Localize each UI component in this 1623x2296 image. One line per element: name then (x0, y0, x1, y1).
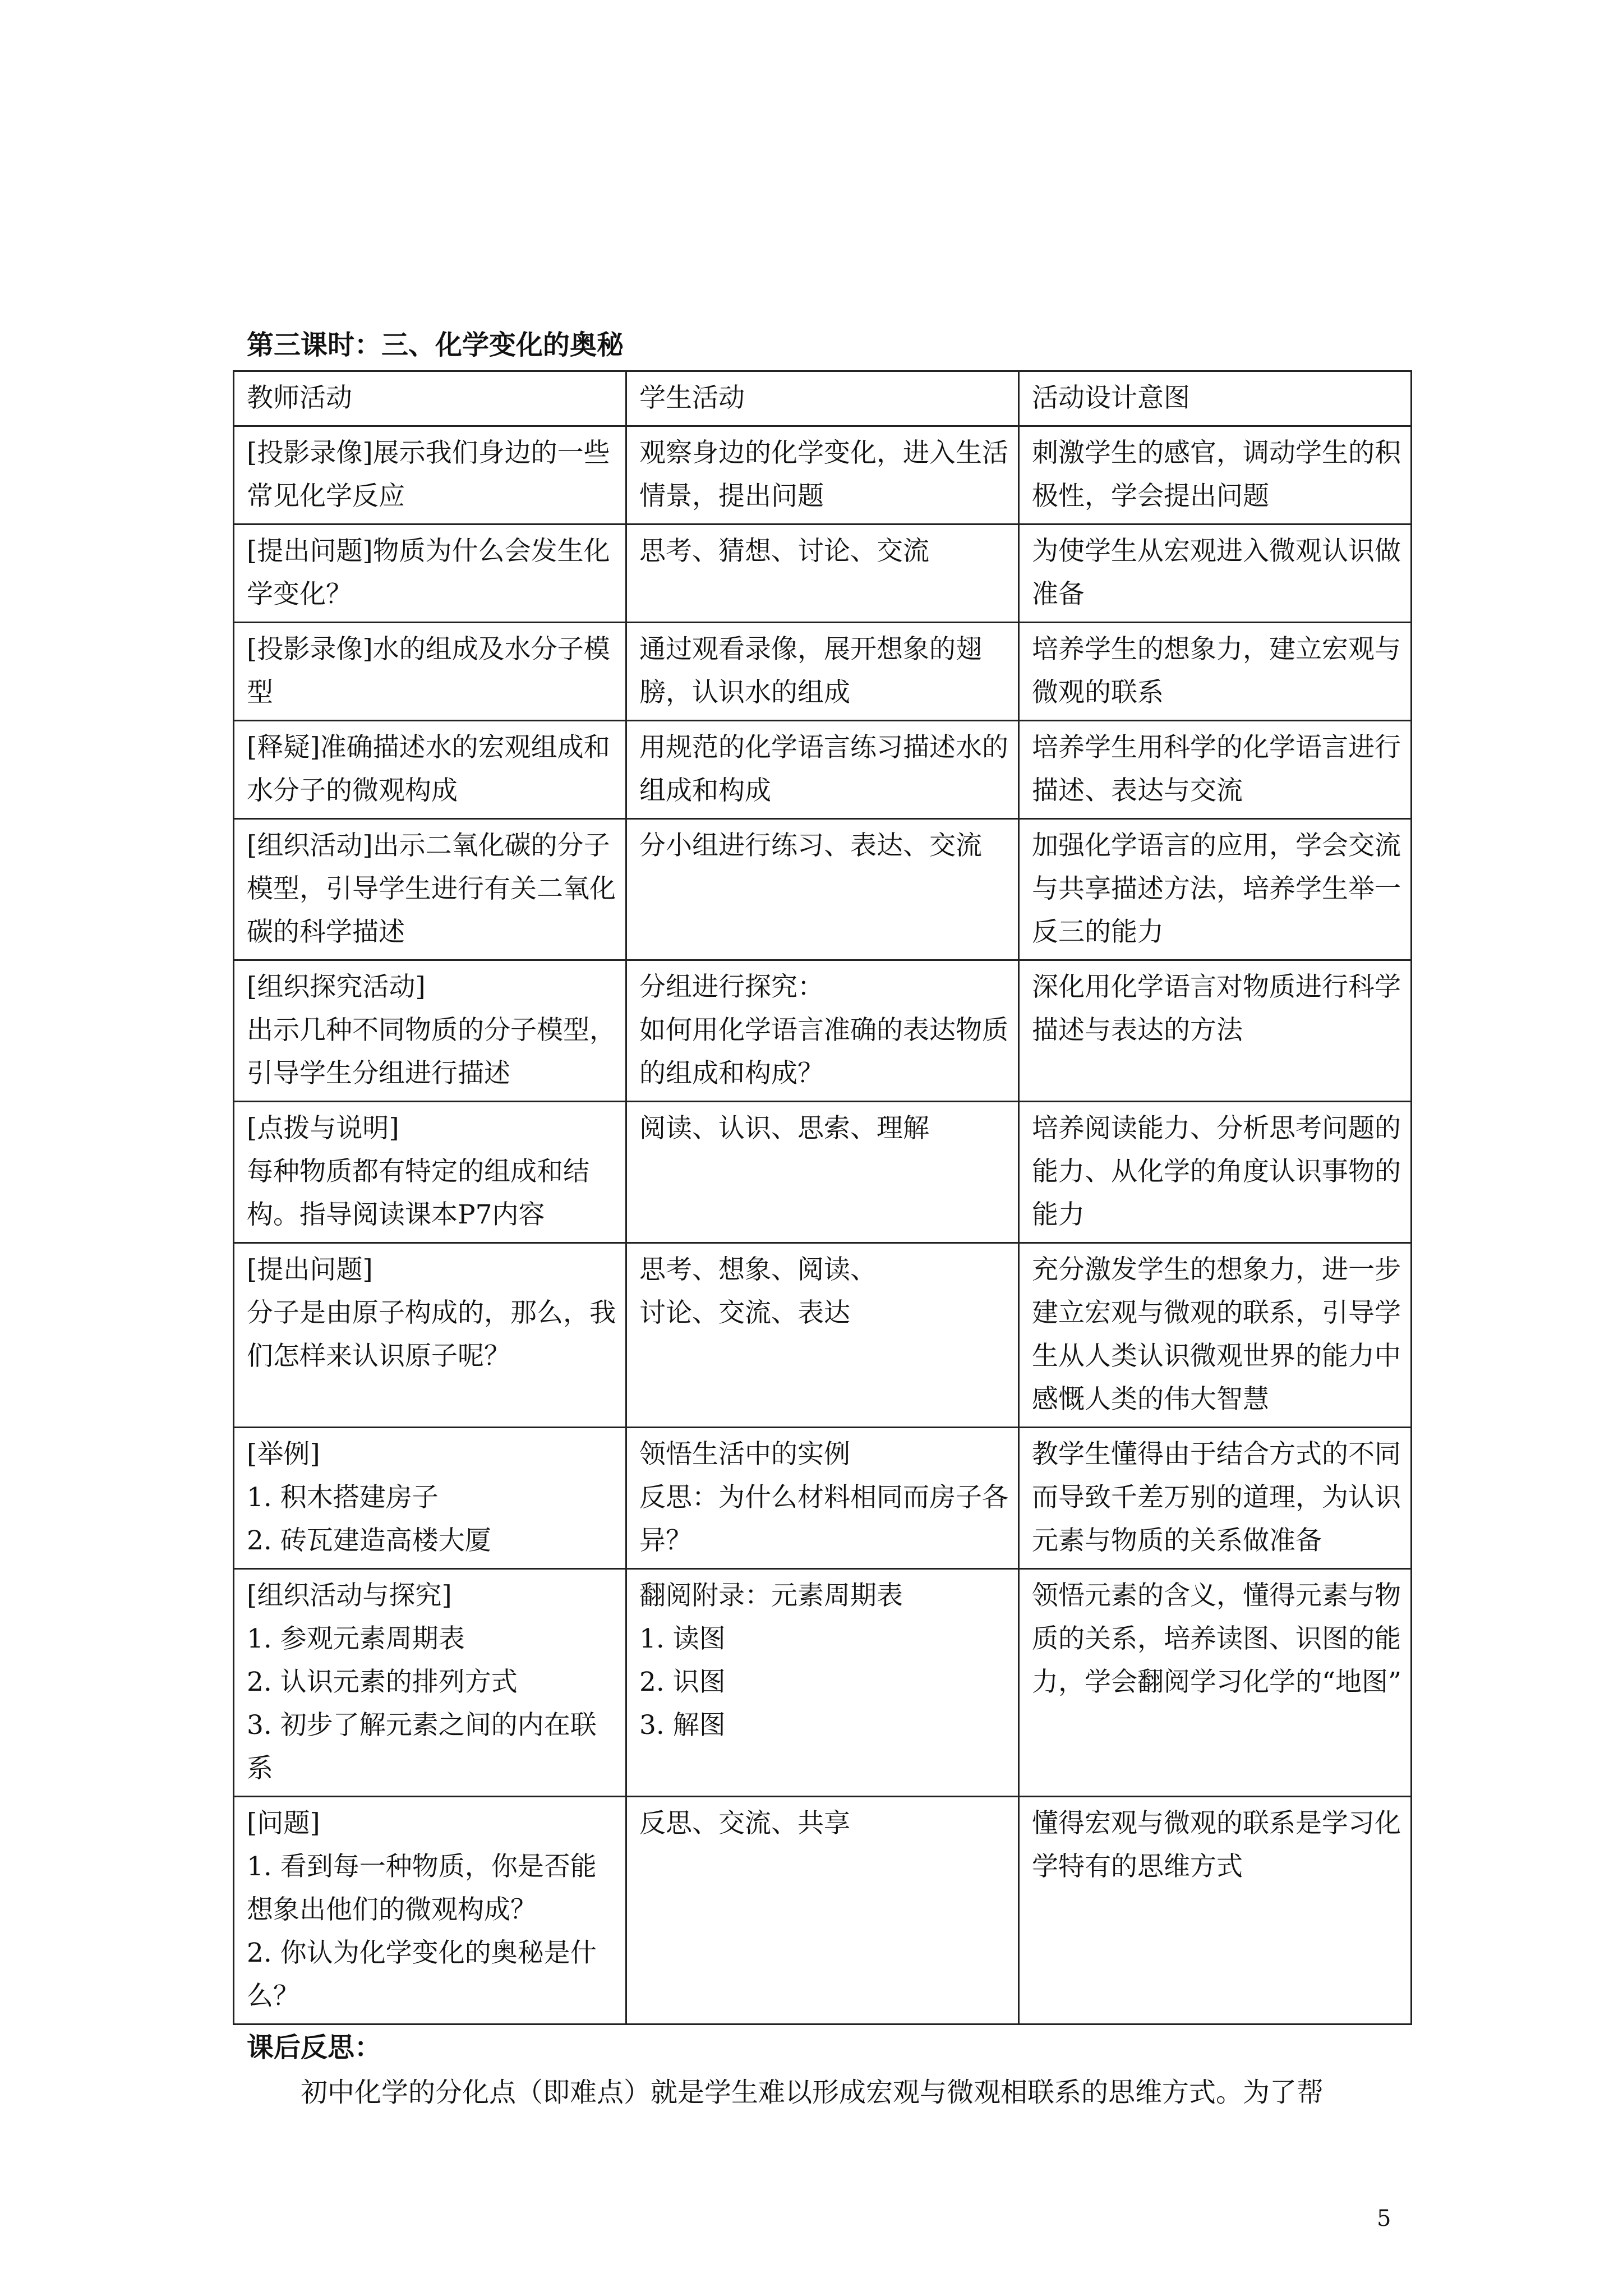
cell-text-line: 教学生懂得由于结合方式的不同而导致千差万别的道理，为认识元素与物质的关系做准备 (1032, 1439, 1401, 1556)
table-row (234, 1569, 1412, 1797)
page-number: 5 (1377, 2206, 1391, 2231)
cell-text-line: 1. 参观元素周期表 (247, 1623, 465, 1654)
reflection-body: 初中化学的分化点（即难点）就是学生难以形成宏观与微观相联系的思维方式。为了帮 (301, 2077, 1324, 2108)
cell-text-line: 分组进行探究： (639, 972, 824, 1002)
table-row (234, 960, 1412, 1102)
cell-text-line: [组织活动与探究] (247, 1580, 452, 1611)
student-activity-cell (626, 721, 1019, 819)
cell-text-line: 出示几种不同物质的分子模型，引导学生分组进行描述 (247, 1015, 616, 1089)
header-student-activity: 学生活动 (626, 371, 1019, 426)
table-header-row (234, 371, 1412, 426)
cell-text-line: 观察身边的化学变化，进入生活情景，提出问题 (639, 438, 1008, 512)
design-purpose-cell (1019, 721, 1412, 819)
table-row (234, 1428, 1412, 1569)
cell-text-line: 用规范的化学语言练习描述水的组成和构成 (639, 732, 1008, 806)
student-activity-cell (626, 960, 1019, 1102)
student-activity-cell (626, 819, 1019, 960)
student-activity-cell (626, 524, 1019, 623)
cell-text-line: 分子是由原子构成的，那么，我们怎样来认识原子呢？ (247, 1297, 616, 1372)
table-row (234, 1243, 1412, 1428)
teacher-activity-cell (234, 426, 626, 524)
cell-text-line: 1. 读图 (639, 1623, 726, 1654)
cell-text-line: 1. 看到每一种物质，你是否能想象出他们的微观构成？ (247, 1851, 597, 1925)
cell-text-line: 分小组进行练习、表达、交流 (639, 830, 982, 861)
cell-text-line: 懂得宏观与微观的联系是学习化学特有的思维方式 (1032, 1808, 1401, 1882)
cell-text-line: [举例] (247, 1439, 320, 1470)
design-purpose-cell (1019, 1102, 1412, 1243)
student-activity-cell (626, 623, 1019, 721)
table-row (234, 1102, 1412, 1243)
lesson-plan-body (234, 371, 1412, 2024)
cell-text-line: 讨论、交流、表达 (639, 1297, 850, 1328)
cell-text-line: 翻阅附录：元素周期表 (639, 1580, 903, 1611)
cell-text-line: 充分激发学生的想象力，进一步建立宏观与微观的联系，引导学生从人类认识微观世界的能力中感慨人类的伟大智慧 (1032, 1254, 1401, 1415)
header-teacher-activity: 教师活动 (234, 371, 626, 426)
cell-text-line: 反思：为什么材料相同而房子各异？ (639, 1482, 1008, 1556)
teacher-activity-cell (234, 819, 626, 960)
cell-text-line: [释疑]准确描述水的宏观组成和水分子的微观构成 (247, 732, 610, 806)
teacher-activity-cell (234, 623, 626, 721)
reflection-title: 课后反思： (247, 2032, 382, 2063)
design-purpose-cell (1019, 1569, 1412, 1797)
cell-text-line: 加强化学语言的应用，学会交流与共享描述方法，培养学生举一反三的能力 (1032, 830, 1401, 947)
cell-text-line: [组织活动]出示二氧化碳的分子模型，引导学生进行有关二氧化碳的科学描述 (247, 830, 616, 947)
teacher-activity-cell (234, 1797, 626, 2024)
cell-text-line: [提出问题] (247, 1254, 373, 1285)
teacher-activity-cell (234, 524, 626, 623)
student-activity-cell (626, 426, 1019, 524)
cell-text-line: 2. 识图 (639, 1667, 726, 1697)
table-row (234, 426, 1412, 524)
design-purpose-cell (1019, 819, 1412, 960)
teacher-activity-cell (234, 1243, 626, 1428)
cell-text-line: 3. 初步了解元素之间的内在联系 (247, 1710, 597, 1784)
cell-text-line: 思考、猜想、讨论、交流 (639, 536, 929, 567)
cell-text-line: 通过观看录像，展开想象的翅膀，认识水的组成 (639, 634, 982, 708)
table-row (234, 721, 1412, 819)
cell-text-line: 阅读、认识、思索、理解 (639, 1113, 929, 1144)
student-activity-cell (626, 1797, 1019, 2024)
cell-text-line: 反思、交流、共享 (639, 1808, 850, 1839)
cell-text-line: 如何用化学语言准确的表达物质的组成和构成？ (639, 1015, 1008, 1089)
table-row (234, 1797, 1412, 2024)
cell-text-line: 培养学生的想象力，建立宏观与微观的联系 (1032, 634, 1401, 708)
cell-text-line: 为使学生从宏观进入微观认识做准备 (1032, 536, 1401, 610)
table-row (234, 819, 1412, 960)
lesson-plan-table (233, 370, 1412, 2025)
cell-text-line: 培养学生用科学的化学语言进行描述、表达与交流 (1032, 732, 1401, 806)
teacher-activity-cell (234, 1102, 626, 1243)
cell-text-line: [提出问题]物质为什么会发生化学变化？ (247, 536, 610, 610)
cell-text-line: 领悟生活中的实例 (639, 1439, 850, 1470)
cell-text-line: 2. 认识元素的排列方式 (247, 1667, 518, 1697)
teacher-activity-cell (234, 960, 626, 1102)
cell-text-line: 每种物质都有特定的组成和结构。指导阅读课本P7内容 (247, 1156, 589, 1230)
student-activity-cell (626, 1428, 1019, 1569)
header-design-purpose: 活动设计意图 (1019, 371, 1412, 426)
cell-text-line: 2. 你认为化学变化的奥秘是什么？ (247, 1938, 597, 2012)
student-activity-cell (626, 1102, 1019, 1243)
cell-text-line: 刺激学生的感官，调动学生的积极性，学会提出问题 (1032, 438, 1401, 512)
teacher-activity-cell (234, 1428, 626, 1569)
teacher-activity-cell (234, 1569, 626, 1797)
table-row (234, 524, 1412, 623)
cell-text-line: [点拨与说明] (247, 1113, 399, 1144)
cell-text-line: 培养阅读能力、分析思考问题的能力、从化学的角度认识事物的能力 (1032, 1113, 1401, 1230)
lesson-title: 第三课时：三、化学变化的奥秘 (247, 329, 624, 361)
student-activity-cell (626, 1243, 1019, 1428)
cell-text-line: 深化用化学语言对物质进行科学描述与表达的方法 (1032, 972, 1401, 1046)
table-row (234, 623, 1412, 721)
cell-text-line: 思考、想象、阅读、 (639, 1254, 877, 1285)
cell-text-line: 1. 积木搭建房子 (247, 1482, 439, 1513)
cell-text-line: [问题] (247, 1808, 320, 1839)
design-purpose-cell (1019, 960, 1412, 1102)
cell-text-line: 3. 解图 (639, 1710, 726, 1741)
design-purpose-cell (1019, 623, 1412, 721)
teacher-activity-cell (234, 721, 626, 819)
student-activity-cell (626, 1569, 1019, 1797)
design-purpose-cell (1019, 1243, 1412, 1428)
design-purpose-cell (1019, 1428, 1412, 1569)
cell-text-line: [投影录像]水的组成及水分子模型 (247, 634, 610, 708)
cell-text-line: [投影录像]展示我们身边的一些常见化学反应 (247, 438, 610, 512)
cell-text-line: [组织探究活动] (247, 972, 426, 1002)
design-purpose-cell (1019, 524, 1412, 623)
cell-text-line: 2. 砖瓦建造高楼大厦 (247, 1525, 491, 1556)
cell-text-line: 领悟元素的含义，懂得元素与物质的关系，培养读图、识图的能力，学会翻阅学习化学的“地图” (1032, 1580, 1402, 1697)
design-purpose-cell (1019, 426, 1412, 524)
design-purpose-cell (1019, 1797, 1412, 2024)
